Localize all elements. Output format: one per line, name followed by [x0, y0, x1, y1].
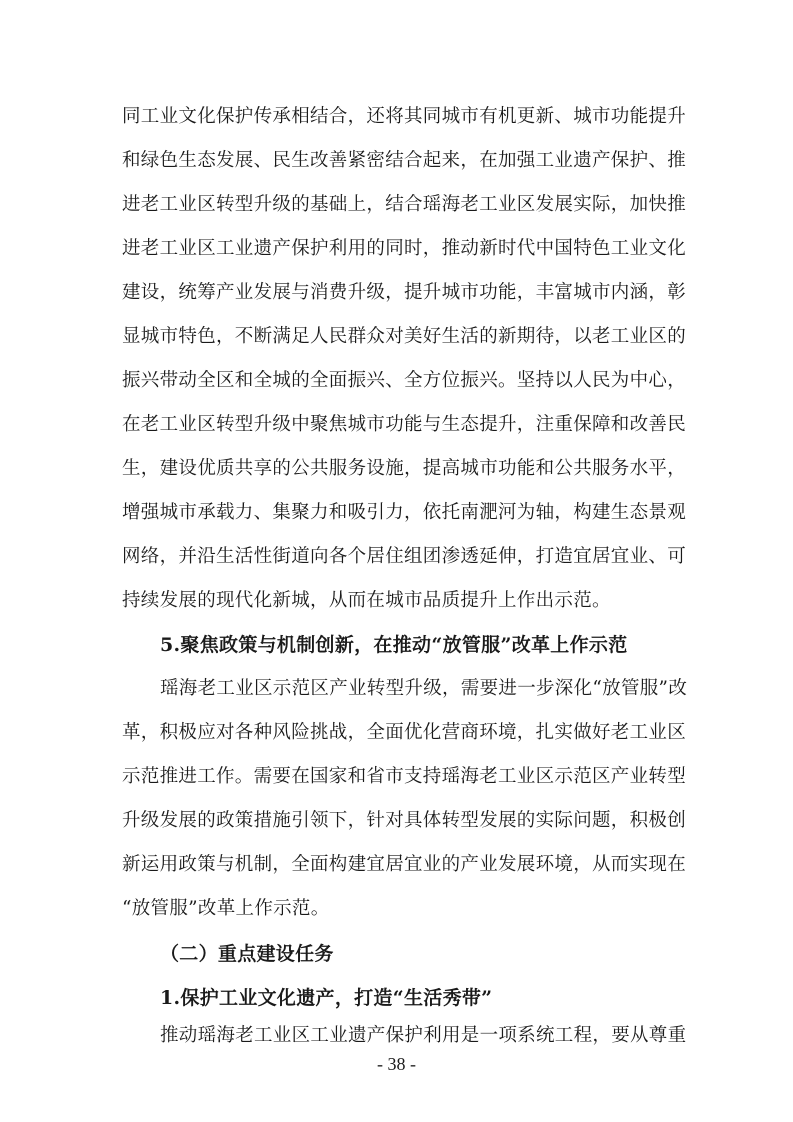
- paragraph-1-line-12: 持续发展的现代化新城，从而在城市品质提升上作出示范。: [122, 590, 611, 611]
- page-number: - 38 -: [377, 1054, 416, 1074]
- paragraph-1-line-6: 显城市特色，不断满足人民群众对美好生活的新期待，以老工业区的: [122, 326, 687, 347]
- paragraph-1-line-8: 在老工业区转型升级中聚焦城市功能与生态提升，注重保障和改善民: [122, 414, 687, 435]
- heading-1: 1.保护工业文化遗产，打造“生活秀带”: [160, 987, 493, 1009]
- paragraph-1-line-11: 网络，并沿生活性街道向各个居住组团渗透延伸，打造宜居宜业、可: [122, 546, 687, 567]
- heading-5: 5.聚焦政策与机制创新，在推动“放管服”改革上作示范: [160, 634, 628, 656]
- paragraph-2-line-5: 新运用政策与机制，全面构建宜居宜业的产业发展环境，从而实现在: [122, 854, 687, 875]
- paragraph-3-line-1: 推动瑶海老工业区工业遗产保护利用是一项系统工程，要从尊重: [160, 1025, 687, 1046]
- paragraph-1-line-5: 建设，统筹产业发展与消费升级，提升城市功能，丰富城市内涵，彰: [122, 282, 687, 303]
- paragraph-1-line-7: 振兴带动全区和全城的全面振兴、全方位振兴。坚持以人民为中心，: [122, 370, 687, 391]
- paragraph-1-line-3: 进老工业区转型升级的基础上，结合瑶海老工业区发展实际，加快推: [122, 194, 687, 215]
- paragraph-2-line-4: 升级发展的政策措施引领下，针对具体转型发展的实际问题，积极创: [122, 810, 687, 831]
- paragraph-1-line-1: 同工业文化保护传承相结合，还将其同城市有机更新、城市功能提升: [122, 106, 687, 127]
- paragraph-1-line-4: 进老工业区工业遗产保护利用的同时，推动新时代中国特色工业文化: [122, 238, 687, 259]
- paragraph-2-line-1: 瑶海老工业区示范区产业转型升级，需要进一步深化“放管服”改: [160, 678, 688, 699]
- paragraph-1-line-2: 和绿色生态发展、民生改善紧密结合起来，在加强工业遗产保护、推: [122, 150, 687, 171]
- paragraph-2-line-2: 革，积极应对各种风险挑战，全面优化营商环境，扎实做好老工业区: [122, 722, 687, 743]
- paragraph-2-line-3: 示范推进工作。需要在国家和省市支持瑶海老工业区示范区产业转型: [122, 766, 687, 787]
- paragraph-1-line-9: 生，建设优质共享的公共服务设施，提高城市功能和公共服务水平，: [122, 458, 687, 479]
- paragraph-1-line-10: 增强城市承载力、集聚力和吸引力，依托南淝河为轴，构建生态景观: [122, 502, 687, 523]
- section-heading-2: （二）重点建设任务: [160, 943, 334, 965]
- paragraph-2-line-6: “放管服”改革上作示范。: [122, 898, 330, 919]
